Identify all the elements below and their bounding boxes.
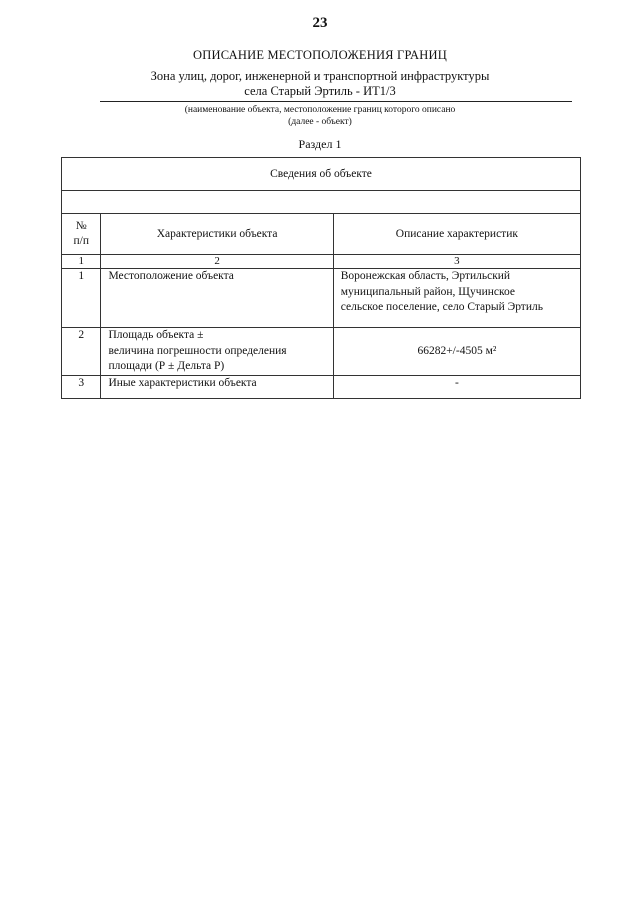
page-number: 23 [312,15,328,31]
column-number-row [62,255,581,269]
row-characteristic: Местоположение объекта [101,269,333,328]
object-info-table [61,157,581,399]
row-number: 3 [62,375,101,398]
table-header-row [62,214,581,255]
table-spacer-cell [62,191,581,214]
header-number-line-2: п/п [73,235,89,247]
table-row [62,375,581,398]
row-description [333,269,580,328]
row-description: - [333,375,580,398]
header-description: Описание характеристик [333,214,580,255]
object-name-line-2: села Старый Эртиль - ИТ1/3 [244,84,396,98]
header-number [62,214,101,255]
row-number: 1 [62,269,101,328]
caption-line-1: (наименование объекта, местоположение границ которого описано [184,105,456,115]
row-description-line: сельское поселение, село Старый Эртиль [340,301,543,313]
row-characteristic [101,328,333,376]
document-title: ОПИСАНИЕ МЕСТОПОЛОЖЕНИЯ ГРАНИЦ [193,48,447,62]
row-number: 2 [62,328,101,376]
row-characteristic-line: площади (Р ± Дельта Р) [108,360,225,372]
row-description-line: муниципальный район, Щучинское [340,285,515,298]
table-row [62,328,581,376]
table-spacer-row [62,191,581,214]
caption-line-2: (далее - объект) [288,117,352,127]
object-name [0,69,640,99]
column-number-2: 2 [101,255,333,269]
section-title: Раздел 1 [298,137,342,151]
row-description-line: Воронежская область, Эртильский [340,270,511,282]
row-characteristic-line: Площадь объекта ± [108,329,204,341]
table-title-row [62,158,581,191]
table-row [62,269,581,328]
header-number-line-1: № [75,220,87,232]
object-name-line-1: Зона улиц, дорог, инженерной и транспортной инфраструктуры [150,69,490,83]
object-name-underline [100,101,572,102]
table-title: Сведения об объекте [62,158,581,191]
row-description: 66282+/-4505 м² [333,328,580,376]
row-characteristic-line: величина погрешности определения [108,344,287,357]
column-number-3: 3 [333,255,580,269]
header-characteristics: Характеристики объекта [101,214,333,255]
row-characteristic: Иные характеристики объекта [101,375,333,398]
object-name-caption [0,104,640,128]
column-number-1: 1 [62,255,101,269]
